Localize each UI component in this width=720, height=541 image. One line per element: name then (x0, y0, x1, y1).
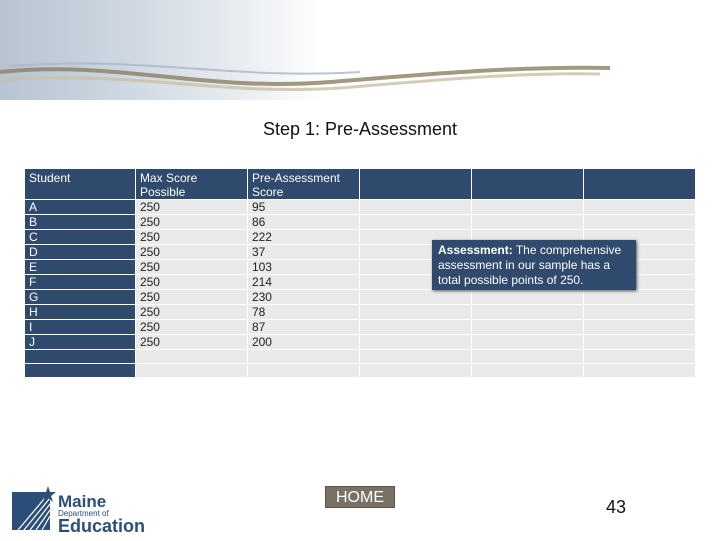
logo-line-2: Department of (58, 509, 109, 518)
table-cell (360, 335, 471, 349)
student-cell: B (25, 215, 135, 229)
table-cell (360, 290, 471, 304)
table-row (25, 364, 695, 377)
table-cell: 103 (248, 260, 359, 274)
table-cell (360, 305, 471, 319)
page-number: 43 (605, 497, 627, 517)
student-cell (25, 364, 135, 377)
table-cell: 86 (248, 215, 359, 229)
table-row (25, 200, 695, 214)
student-cell: H (25, 305, 135, 319)
table-cell: 250 (136, 215, 247, 229)
table-cell (248, 350, 359, 363)
student-cell: J (25, 335, 135, 349)
student-cell: A (25, 200, 135, 214)
callout-text: The comprehensive assessment in our sample has a total possible points of 250. (438, 243, 622, 287)
table-cell: 222 (248, 230, 359, 244)
table-cell: 250 (136, 275, 247, 289)
table-cell (472, 290, 583, 304)
table-cell (136, 364, 247, 377)
student-cell: I (25, 320, 135, 334)
table-cell (136, 350, 247, 363)
table-cell (472, 364, 583, 377)
table-cell: 87 (248, 320, 359, 334)
column-header (584, 169, 695, 199)
callout-label: Assessment: (438, 243, 513, 257)
logo-line-1: Maine (58, 492, 107, 511)
column-header (472, 169, 583, 199)
table-cell (360, 320, 471, 334)
assessment-callout (432, 240, 636, 290)
table-cell: 37 (248, 245, 359, 259)
table-cell: 250 (136, 260, 247, 274)
table-cell: 250 (136, 290, 247, 304)
table-row (25, 305, 695, 319)
maine-doe-logo (10, 486, 150, 536)
student-cell: F (25, 275, 135, 289)
table-cell: 200 (248, 335, 359, 349)
logo-line-3: Education (58, 516, 146, 536)
table-cell (360, 200, 471, 214)
header-decoration (0, 0, 720, 100)
table-cell (472, 215, 583, 229)
table-cell (360, 215, 471, 229)
table-row (25, 335, 695, 349)
table-cell (360, 350, 471, 363)
table-cell (584, 305, 695, 319)
table-cell: 214 (248, 275, 359, 289)
table-cell: 250 (136, 305, 247, 319)
table-cell (584, 335, 695, 349)
table-cell: 230 (248, 290, 359, 304)
table-cell (472, 305, 583, 319)
table-header-row (25, 169, 695, 199)
swoosh-graphic (0, 0, 720, 100)
column-header: Student (25, 169, 135, 199)
table-cell (472, 335, 583, 349)
table-row (25, 215, 695, 229)
table-cell (248, 364, 359, 377)
table-cell (584, 200, 695, 214)
table-cell (584, 215, 695, 229)
student-cell: C (25, 230, 135, 244)
star-rays-icon (10, 486, 56, 536)
student-cell: G (25, 290, 135, 304)
student-cell: D (25, 245, 135, 259)
table-cell (472, 320, 583, 334)
table-cell (584, 320, 695, 334)
table-cell: 250 (136, 335, 247, 349)
table-row (25, 290, 695, 304)
table-cell: 78 (248, 305, 359, 319)
slide-title: Step 1: Pre-Assessment (262, 119, 458, 139)
table-cell: 95 (248, 200, 359, 214)
table-row (25, 320, 695, 334)
table-cell: 250 (136, 200, 247, 214)
column-header: Pre-Assessment Score (248, 169, 359, 199)
table-cell (584, 364, 695, 377)
student-cell (25, 350, 135, 363)
column-header: Max Score Possible (136, 169, 247, 199)
table-cell (472, 200, 583, 214)
table-cell: 250 (136, 320, 247, 334)
table-row (25, 350, 695, 363)
table-cell (472, 350, 583, 363)
column-header (360, 169, 471, 199)
table-cell (360, 364, 471, 377)
student-cell: E (25, 260, 135, 274)
home-button[interactable]: HOME (325, 486, 395, 508)
table-cell: 250 (136, 245, 247, 259)
table-cell (584, 290, 695, 304)
table-cell (584, 350, 695, 363)
table-cell: 250 (136, 230, 247, 244)
